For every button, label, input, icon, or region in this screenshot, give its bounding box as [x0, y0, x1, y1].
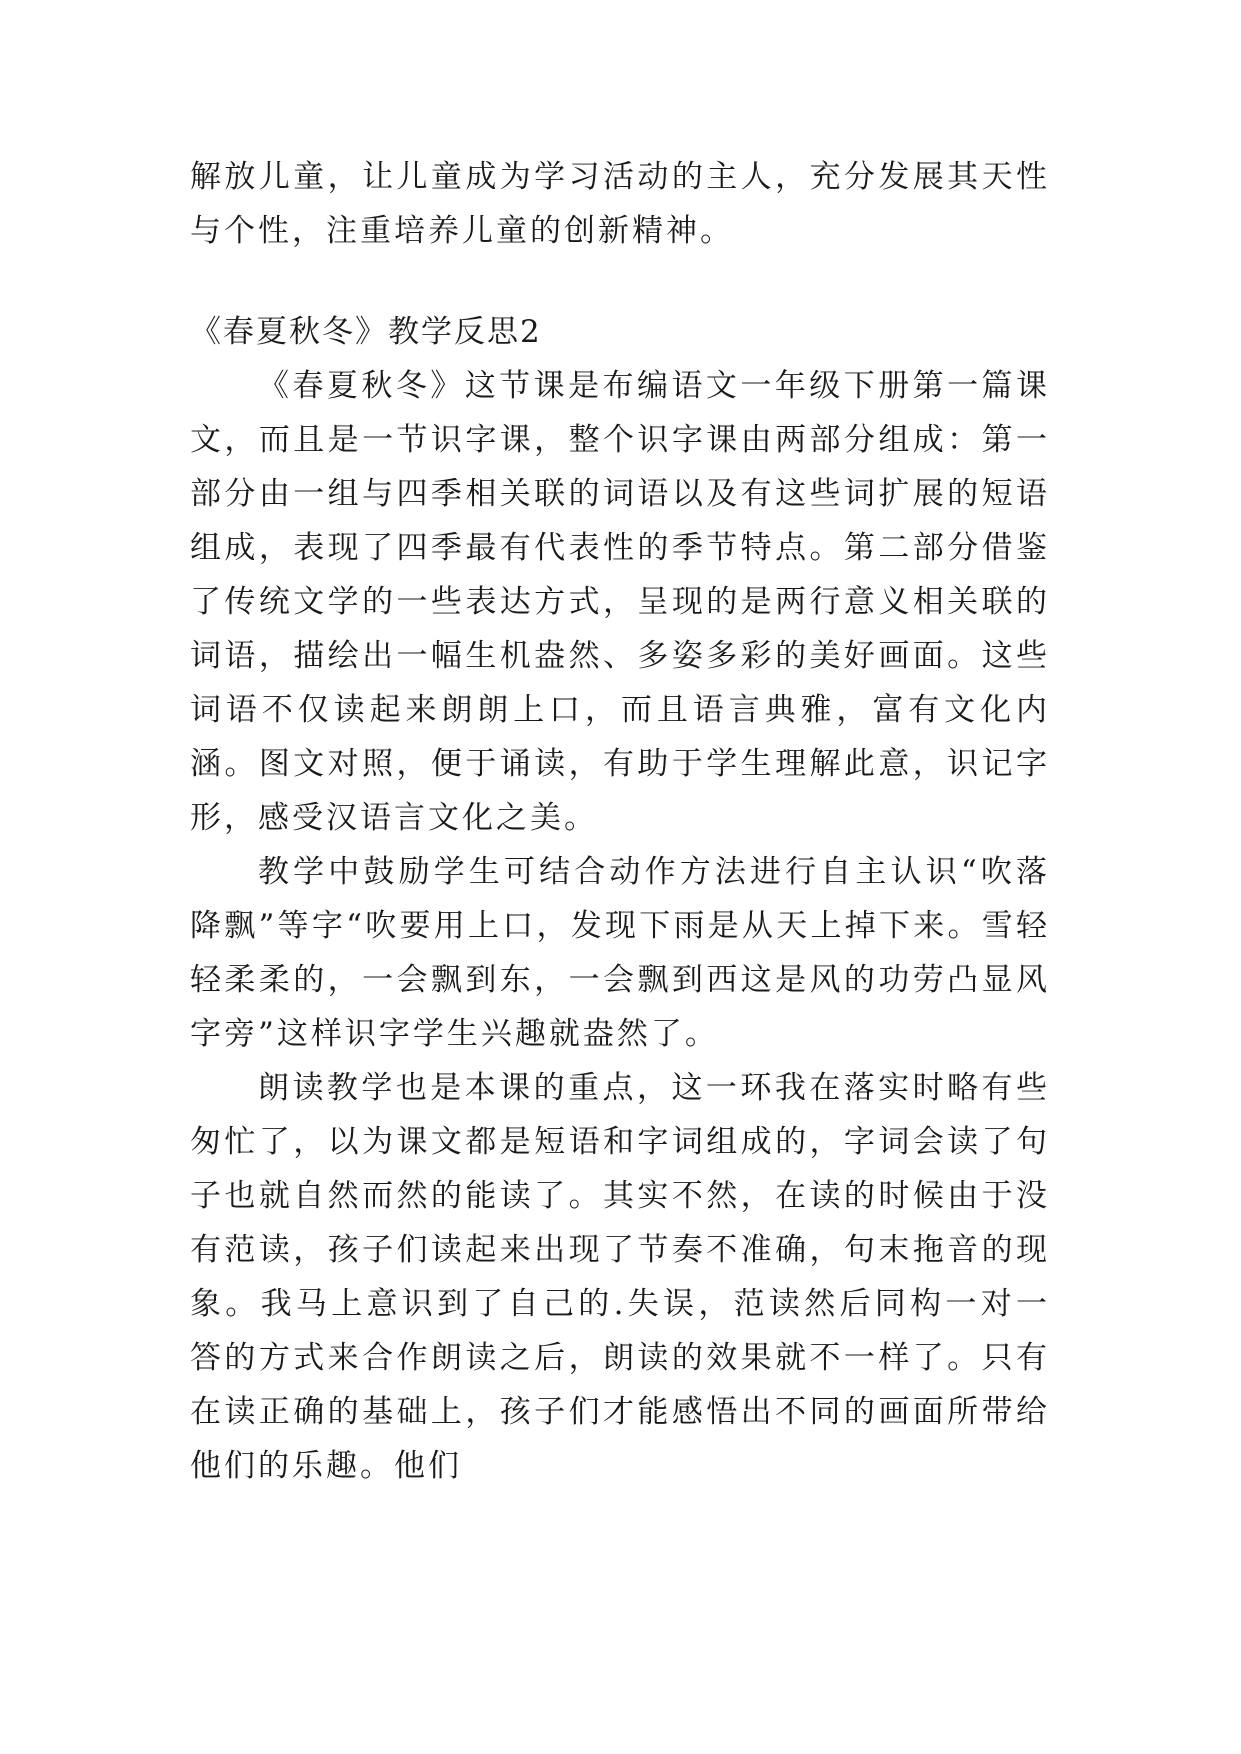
section-title: 《春夏秋冬》教学反思2 [190, 314, 542, 350]
body-paragraph-3: 朗读教学也是本课的重点，这一环我在落实时略有些匆忙了，以为课文都是短语和字词组成的，字词会读了句子也就自然而然的能读了。其实不然，在读的时候由于没有范读，孩子们读起来出现了节奏不准确，句末拖音的现象。我马上意识到了自己的.失误，范读然后同构一对一答的方式来合作朗读之后，朗读的效果就不一样了。只有在读正确的基础上，孩子们才能感悟出不同的画面所带给他们的乐趣。他们 [190, 1070, 1050, 1484]
document-body [190, 150, 1050, 1493]
body-paragraph-2: 教学中鼓励学生可结合动作方法进行自主认识“吹落降飘”等字“吹要用上口，发现下雨是从天上掉下来。雪轻轻柔柔的，一会飘到东，一会飘到西这是风的功劳凸显风字旁”这样识字学生兴趣就盎然了。 [190, 854, 1050, 1052]
intro-paragraph: 解放儿童，让儿童成为学习活动的主人，充分发展其天性与个性，注重培养儿童的创新精神。 [190, 159, 1050, 249]
body-paragraph-1: 《春夏秋冬》这节课是布编语文一年级下册第一篇课文，而且是一节识字课，整个识字课由两部分组成：第一部分由一组与四季相关联的词语以及有这些词扩展的短语组成，表现了四季最有代表性的季节特点。第二部分借鉴了传统文学的一些表达方式，呈现的是两行意义相关联的词语，描绘出一幅生机盎然、多姿多彩的美好画面。这些词语不仅读起来朗朗上口，而且语言典雅，富有文化内涵。图文对照，便于诵读，有助于学生理解此意，识记字形，感受汉语言文化之美。 [190, 368, 1050, 836]
